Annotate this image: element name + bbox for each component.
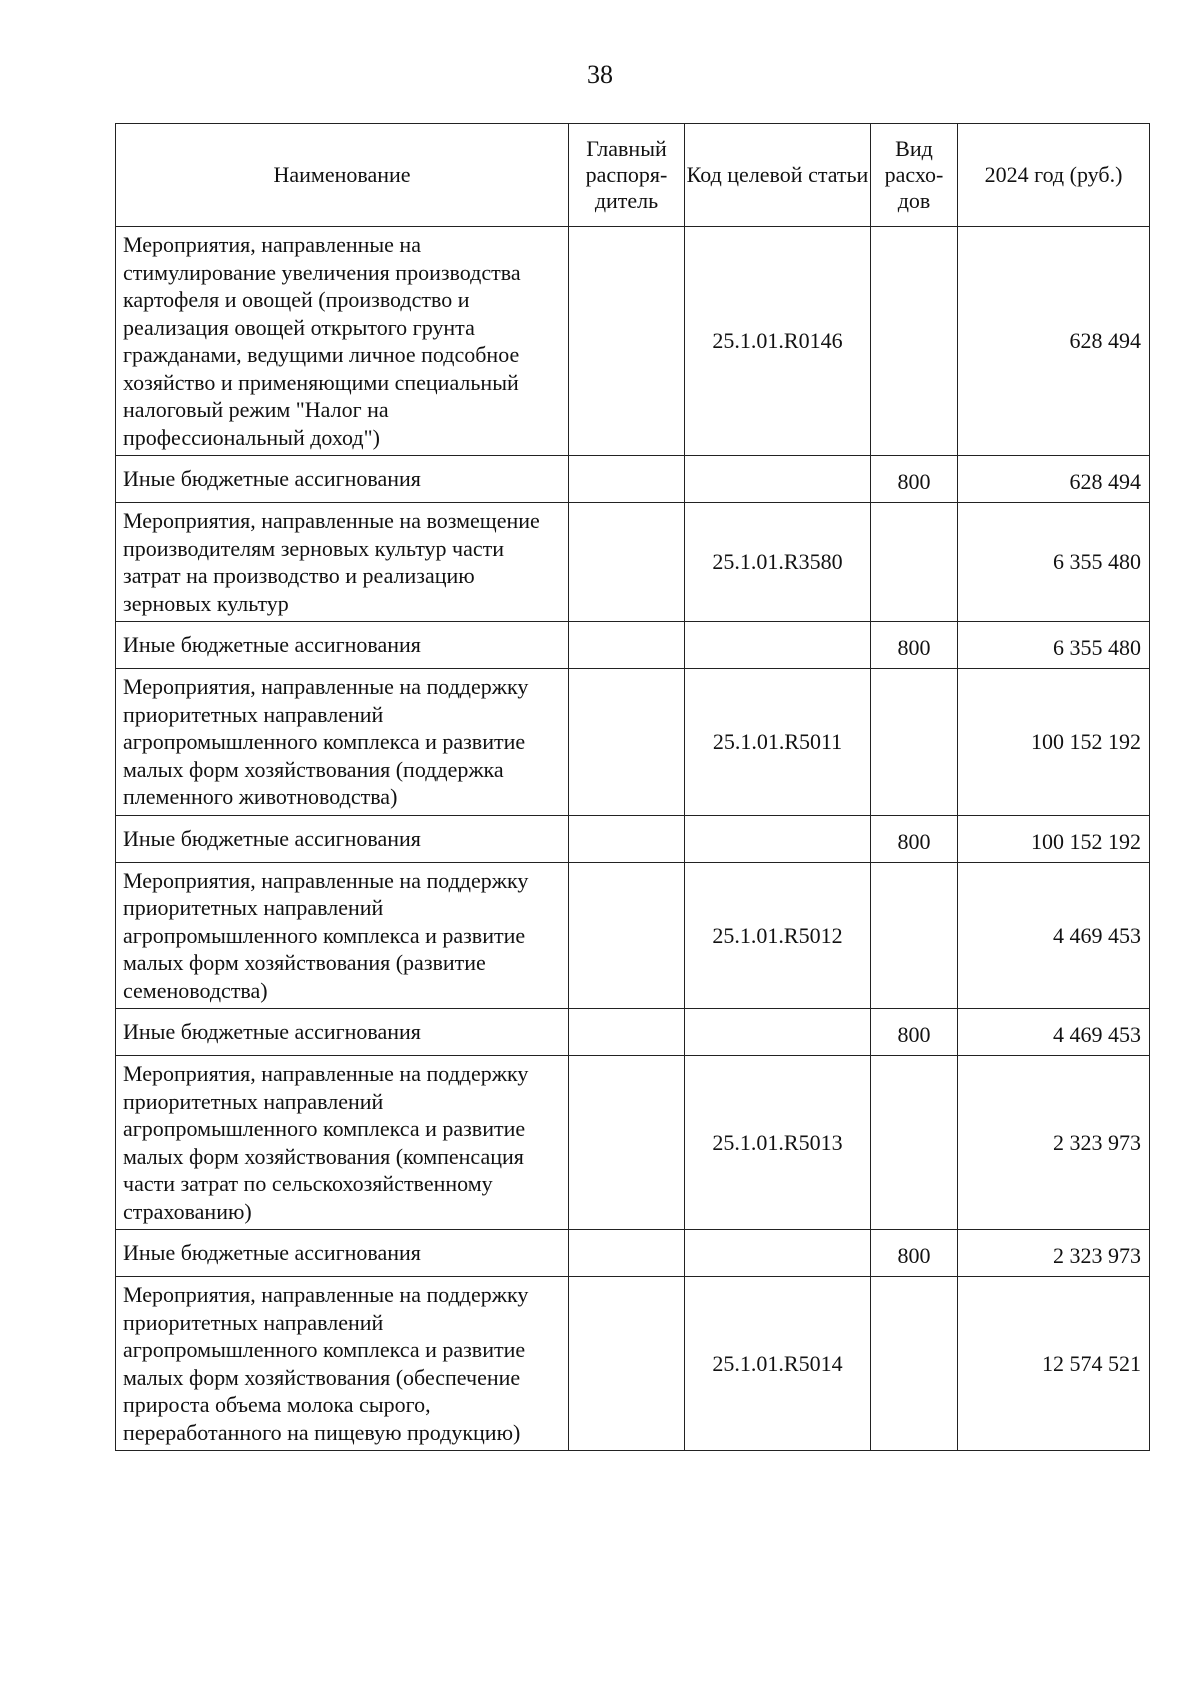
cell-code [685, 456, 871, 503]
cell-kind [871, 669, 958, 816]
table-row [116, 1230, 1150, 1277]
table-row [116, 456, 1150, 503]
cell-manager [569, 815, 685, 862]
cell-kind [871, 1056, 958, 1230]
cell-name: Мероприятия, направленные на поддержку приоритетных направлений агропромышленного комплекса и развитие малых форм хозяйствования (поддержка племенного животноводства) [116, 669, 569, 816]
cell-kind: 800 [871, 815, 958, 862]
cell-manager [569, 1056, 685, 1230]
header-kind: Вид расхо-дов [871, 124, 958, 227]
cell-manager [569, 1009, 685, 1056]
cell-name: Мероприятия, направленные на поддержку приоритетных направлений агропромышленного комплекса и развитие малых форм хозяйствования (компенсация части затрат по сельскохозяйственному страхованию) [116, 1056, 569, 1230]
cell-code: 25.1.01.R5013 [685, 1056, 871, 1230]
cell-amount: 100 152 192 [958, 669, 1150, 816]
cell-kind: 800 [871, 622, 958, 669]
cell-amount: 100 152 192 [958, 815, 1150, 862]
cell-name: Мероприятия, направленные на поддержку приоритетных направлений агропромышленного комплекса и развитие малых форм хозяйствования (развитие семеноводства) [116, 862, 569, 1009]
table-row [116, 227, 1150, 456]
cell-amount: 628 494 [958, 227, 1150, 456]
cell-amount: 6 355 480 [958, 503, 1150, 622]
cell-name: Иные бюджетные ассигнования [116, 456, 569, 503]
cell-name: Мероприятия, направленные на стимулирование увеличения производства картофеля и овощей (производство и реализация овощей открытого грунта гражданами, ведущими личное подсобное хозяйство и применяющими специальный налоговый режим "Налог на профессиональный доход") [116, 227, 569, 456]
cell-kind [871, 227, 958, 456]
cell-manager [569, 622, 685, 669]
cell-amount: 2 323 973 [958, 1056, 1150, 1230]
cell-code [685, 815, 871, 862]
cell-name: Иные бюджетные ассигнования [116, 815, 569, 862]
budget-table [115, 123, 1150, 1451]
table-body [116, 227, 1150, 1451]
table-row [116, 862, 1150, 1009]
table-row [116, 669, 1150, 816]
table-row [116, 1009, 1150, 1056]
cell-code: 25.1.01.R5011 [685, 669, 871, 816]
table-row [116, 503, 1150, 622]
cell-name: Иные бюджетные ассигнования [116, 1230, 569, 1277]
table-row [116, 815, 1150, 862]
cell-name: Иные бюджетные ассигнования [116, 622, 569, 669]
cell-name: Мероприятия, направленные на поддержку приоритетных направлений агропромышленного комплекса и развитие малых форм хозяйствования (обеспечение прироста объема молока сырого, переработанного на пищевую продукцию) [116, 1277, 569, 1451]
cell-name: Мероприятия, направленные на возмещение производителям зерновых культур части затрат на производство и реализацию зерновых культур [116, 503, 569, 622]
cell-manager [569, 1277, 685, 1451]
cell-kind: 800 [871, 456, 958, 503]
cell-kind: 800 [871, 1230, 958, 1277]
table-row [116, 622, 1150, 669]
cell-code [685, 622, 871, 669]
cell-code: 25.1.01.R5014 [685, 1277, 871, 1451]
cell-code: 25.1.01.R5012 [685, 862, 871, 1009]
cell-kind: 800 [871, 1009, 958, 1056]
cell-manager [569, 1230, 685, 1277]
cell-code: 25.1.01.R0146 [685, 227, 871, 456]
cell-amount: 4 469 453 [958, 862, 1150, 1009]
header-name: Наименование [116, 124, 569, 227]
header-amount: 2024 год (руб.) [958, 124, 1150, 227]
cell-code: 25.1.01.R3580 [685, 503, 871, 622]
cell-amount: 628 494 [958, 456, 1150, 503]
cell-amount: 6 355 480 [958, 622, 1150, 669]
cell-manager [569, 227, 685, 456]
cell-amount: 4 469 453 [958, 1009, 1150, 1056]
header-manager: Главный распоря-дитель [569, 124, 685, 227]
cell-manager [569, 669, 685, 816]
cell-manager [569, 503, 685, 622]
cell-manager [569, 456, 685, 503]
table-row [116, 1056, 1150, 1230]
cell-code [685, 1009, 871, 1056]
header-row [116, 124, 1150, 227]
cell-amount: 12 574 521 [958, 1277, 1150, 1451]
cell-amount: 2 323 973 [958, 1230, 1150, 1277]
cell-kind [871, 1277, 958, 1451]
cell-kind [871, 862, 958, 1009]
cell-kind [871, 503, 958, 622]
table-row [116, 1277, 1150, 1451]
cell-name: Иные бюджетные ассигнования [116, 1009, 569, 1056]
page-number: 38 [587, 60, 613, 89]
header-code: Код целевой статьи [685, 124, 871, 227]
cell-manager [569, 862, 685, 1009]
cell-code [685, 1230, 871, 1277]
table-header [116, 124, 1150, 227]
